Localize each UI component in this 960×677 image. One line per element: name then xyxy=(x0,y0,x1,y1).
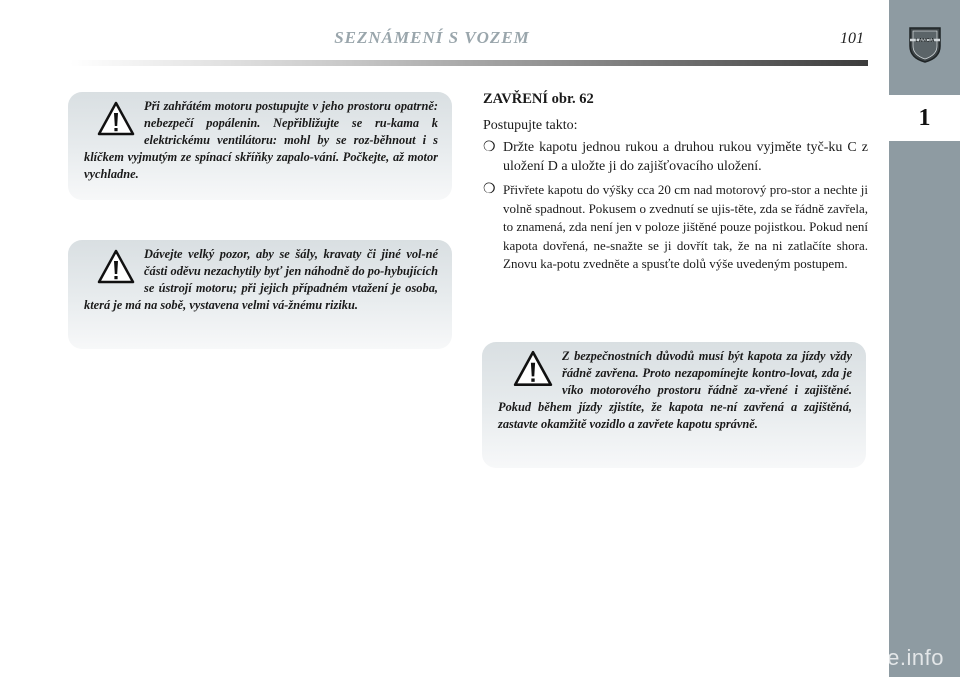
header-divider xyxy=(70,60,868,66)
page-number: 101 xyxy=(840,30,864,47)
step-text: Přivřete kapotu do výšky cca 20 cm nad motorový pro-stor a nechte ji volně spadnout. Pokusem o zvednutí se ujis-těte, zda se řádně zavřela, to znamená, zda není jen v poloze jištěné pouze pojistkou. Pokud není kapota dovřená, ne-snažte se ji dovřít tak, že na ni zatlačíte shora. Znovu ka-potu zvedněte a spusťte dolů výše uvedeným postupem. xyxy=(503,182,868,271)
section-header-title: SEZNÁMENÍ S VOZEM xyxy=(334,28,530,47)
list-item xyxy=(483,181,868,274)
watermark: carmanualsonline.info xyxy=(719,645,944,670)
closing-section xyxy=(483,90,868,279)
step-text: Držte kapotu jednou rukou a druhou rukou vyjměte tyč-ku C z uložení D a uložte ji do zajišťovacího uložení. xyxy=(503,140,868,174)
steps-list xyxy=(483,139,868,274)
bullet-circle-icon: ❍ xyxy=(483,182,496,197)
list-item xyxy=(483,139,868,176)
warning-triangle-icon xyxy=(512,348,554,390)
warning-box-hood-closed xyxy=(482,342,866,468)
warning-text: Z bezpečnostních důvodů musí být kapota za jízdy vždy řádně zavřena. Proto nezapomínejte kontro-lovat, zda je víko motorového prostoru řádně za-vřené i zajištěné. Pokud během jízdy zjistíte, že kapota ne-ní zavřená a zajištěná, zastavte okamžitě vozidlo a zavřete kapotu správně. xyxy=(498,349,852,431)
bullet-circle-icon: ❍ xyxy=(483,140,496,155)
warning-box-clothing xyxy=(68,240,452,349)
warning-triangle-icon xyxy=(96,98,136,140)
warning-triangle-icon xyxy=(96,246,136,288)
section-intro: Postupujte takto: xyxy=(483,117,578,133)
warning-text: Dávejte velký pozor, aby se šály, kravaty či jiné vol-né části oděvu nezachytily byť jen náhodně do po-hybujících se ústrojí motoru; při jejich případném vtažení je osoba, která je má na sobě, vystavena velmi vá-žnému riziku. xyxy=(84,247,438,312)
warning-text: Při zahřátém motoru postupujte v jeho prostoru opatrně: nebezpečí popálenin. Nepřibližujte se ru-kama k elektrickému ventilátoru: mohl by se roz-běhnout i s klíčkem vyjmutým ze spínací skříňky zapalo-vání. Počkejte, až motor vychladne. xyxy=(84,99,438,181)
svg-text:LANCIA: LANCIA xyxy=(915,38,935,45)
warning-box-hot-engine xyxy=(68,92,452,200)
section-heading: ZAVŘENÍ obr. 62 xyxy=(483,91,594,107)
chapter-number: 1 xyxy=(889,95,960,141)
